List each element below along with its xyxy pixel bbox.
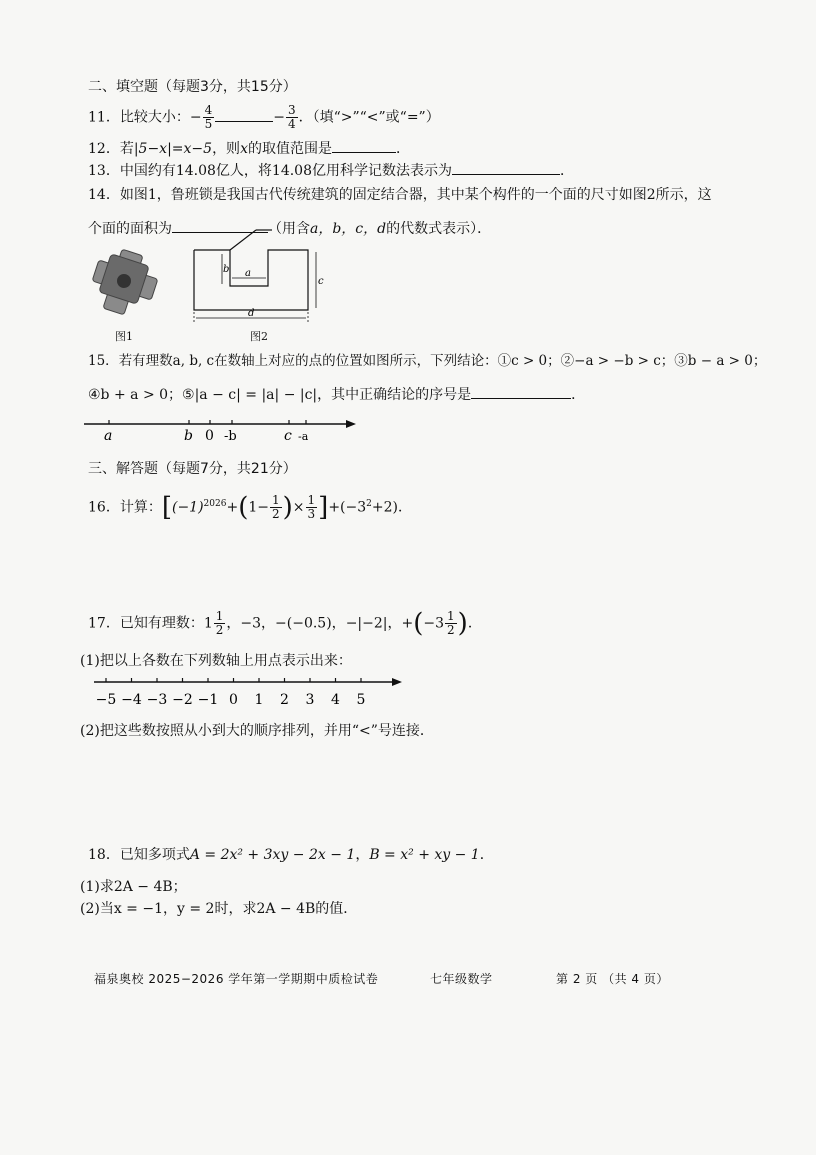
number-line-15 [80,412,360,446]
label-b: b [223,264,230,275]
question-14-line-2: 个面的面积为 （用含a，b，c，d的代数式表示）． [88,218,491,238]
axis-tick-label: −5 [95,692,117,708]
dimension-diagram [186,224,326,328]
axis-label-0: 0 [205,428,214,444]
axis-tick-label: 3 [305,692,315,708]
fraction: $\frac{4}{5}$ [204,103,213,131]
question-18-part-1: (1)求2A − 4B； [80,879,187,895]
number-line-17 [92,674,410,712]
axis-tick-label: −4 [121,692,142,708]
answer-blank-13[interactable] [452,160,560,175]
answer-blank-12[interactable] [332,138,396,153]
section-2-title: 二、填空题（每题3分，共15分） [88,79,297,95]
axis-label-a: a [104,428,113,444]
axis-label-b: b [184,428,193,444]
question-14-line-1: 14．如图1，鲁班锁是我国古代传统建筑的固定结合器，其中某个构件的一个面的尺寸如图2所示，这 [88,187,712,203]
footer-page: 第 2 页 （共 4 页） [556,972,669,986]
fraction: $\frac{3}{4}$ [287,103,296,131]
question-17: 17．已知有理数：1 $\frac{1}{2}$ ，−3，−(−0.5)，−|−2|，+(−3 $\frac{1}{2}$ )． [88,608,482,639]
axis-tick-label: 4 [331,692,340,708]
question-13: 13．中国约有14.08亿人，将14.08亿用科学记数法表示为 ． [88,160,574,180]
figure-2-label: 图2 [250,330,268,343]
figure-1-label: 图1 [115,330,133,343]
label-d: d [248,308,255,319]
question-17-part-1: (1)把以上各数在下列数轴上用点表示出来： [80,653,352,669]
axis-tick-label: 1 [254,692,264,708]
footer-school: 福泉奥校 2025−2026 学年第一学期期中质检试卷 [94,972,379,986]
axis-tick-label: 2 [280,692,289,708]
axis-tick-label: 0 [229,692,238,708]
axis-tick-label: −1 [197,692,219,708]
axis-tick-label: −2 [172,692,193,708]
axis-tick-label: −3 [146,692,168,708]
luban-lock-image [90,245,160,325]
question-17-part-2: (2)把这些数按照从小到大的顺序排列，并用“<”号连接． [80,723,434,739]
question-18-part-2: (2)当x = −1，y = 2时，求2A − 4B的值． [80,901,358,917]
answer-blank-15[interactable] [471,384,571,399]
question-11: 11．比较大小：− $\frac{4}{5}$ − $\frac{3}{4}$ ．（填“>”“<”或“=”） [88,103,440,131]
footer-subject: 七年级数学 [430,972,493,986]
label-c: c [318,276,324,287]
label-a: a [245,268,251,279]
answer-blank-11[interactable] [215,107,273,122]
axis-label-c: c [284,428,292,444]
axis-label-neg-a: -a [298,430,309,443]
question-15-line-2: ④b + a > 0；⑤|a − c| = |a| − |c|，其中正确结论的序号是 ． [88,384,585,404]
question-16: 16．计算：[$(-1)^{2026}+(1-$ $\frac{1}{2}$ )× $\frac{1}{3}$ ]$+(-3^2+2)$． [88,492,412,523]
question-18: 18．已知多项式A = 2x² + 3xy − 2x − 1，B = x² + xy − 1． [88,847,494,863]
question-12: 12．若|5−x|=x−5，则x的取值范围是 ． [88,138,410,158]
question-15-line-1: 15．若有理数a, b, c在数轴上对应的点的位置如图所示，下列结论：①c > 0；②−a > −b > c；③b − a > 0； [88,353,767,369]
axis-label-neg-b: -b [224,429,237,444]
section-3-title: 三、解答题（每题7分，共21分） [88,461,297,477]
axis-tick-label: 5 [356,692,366,708]
